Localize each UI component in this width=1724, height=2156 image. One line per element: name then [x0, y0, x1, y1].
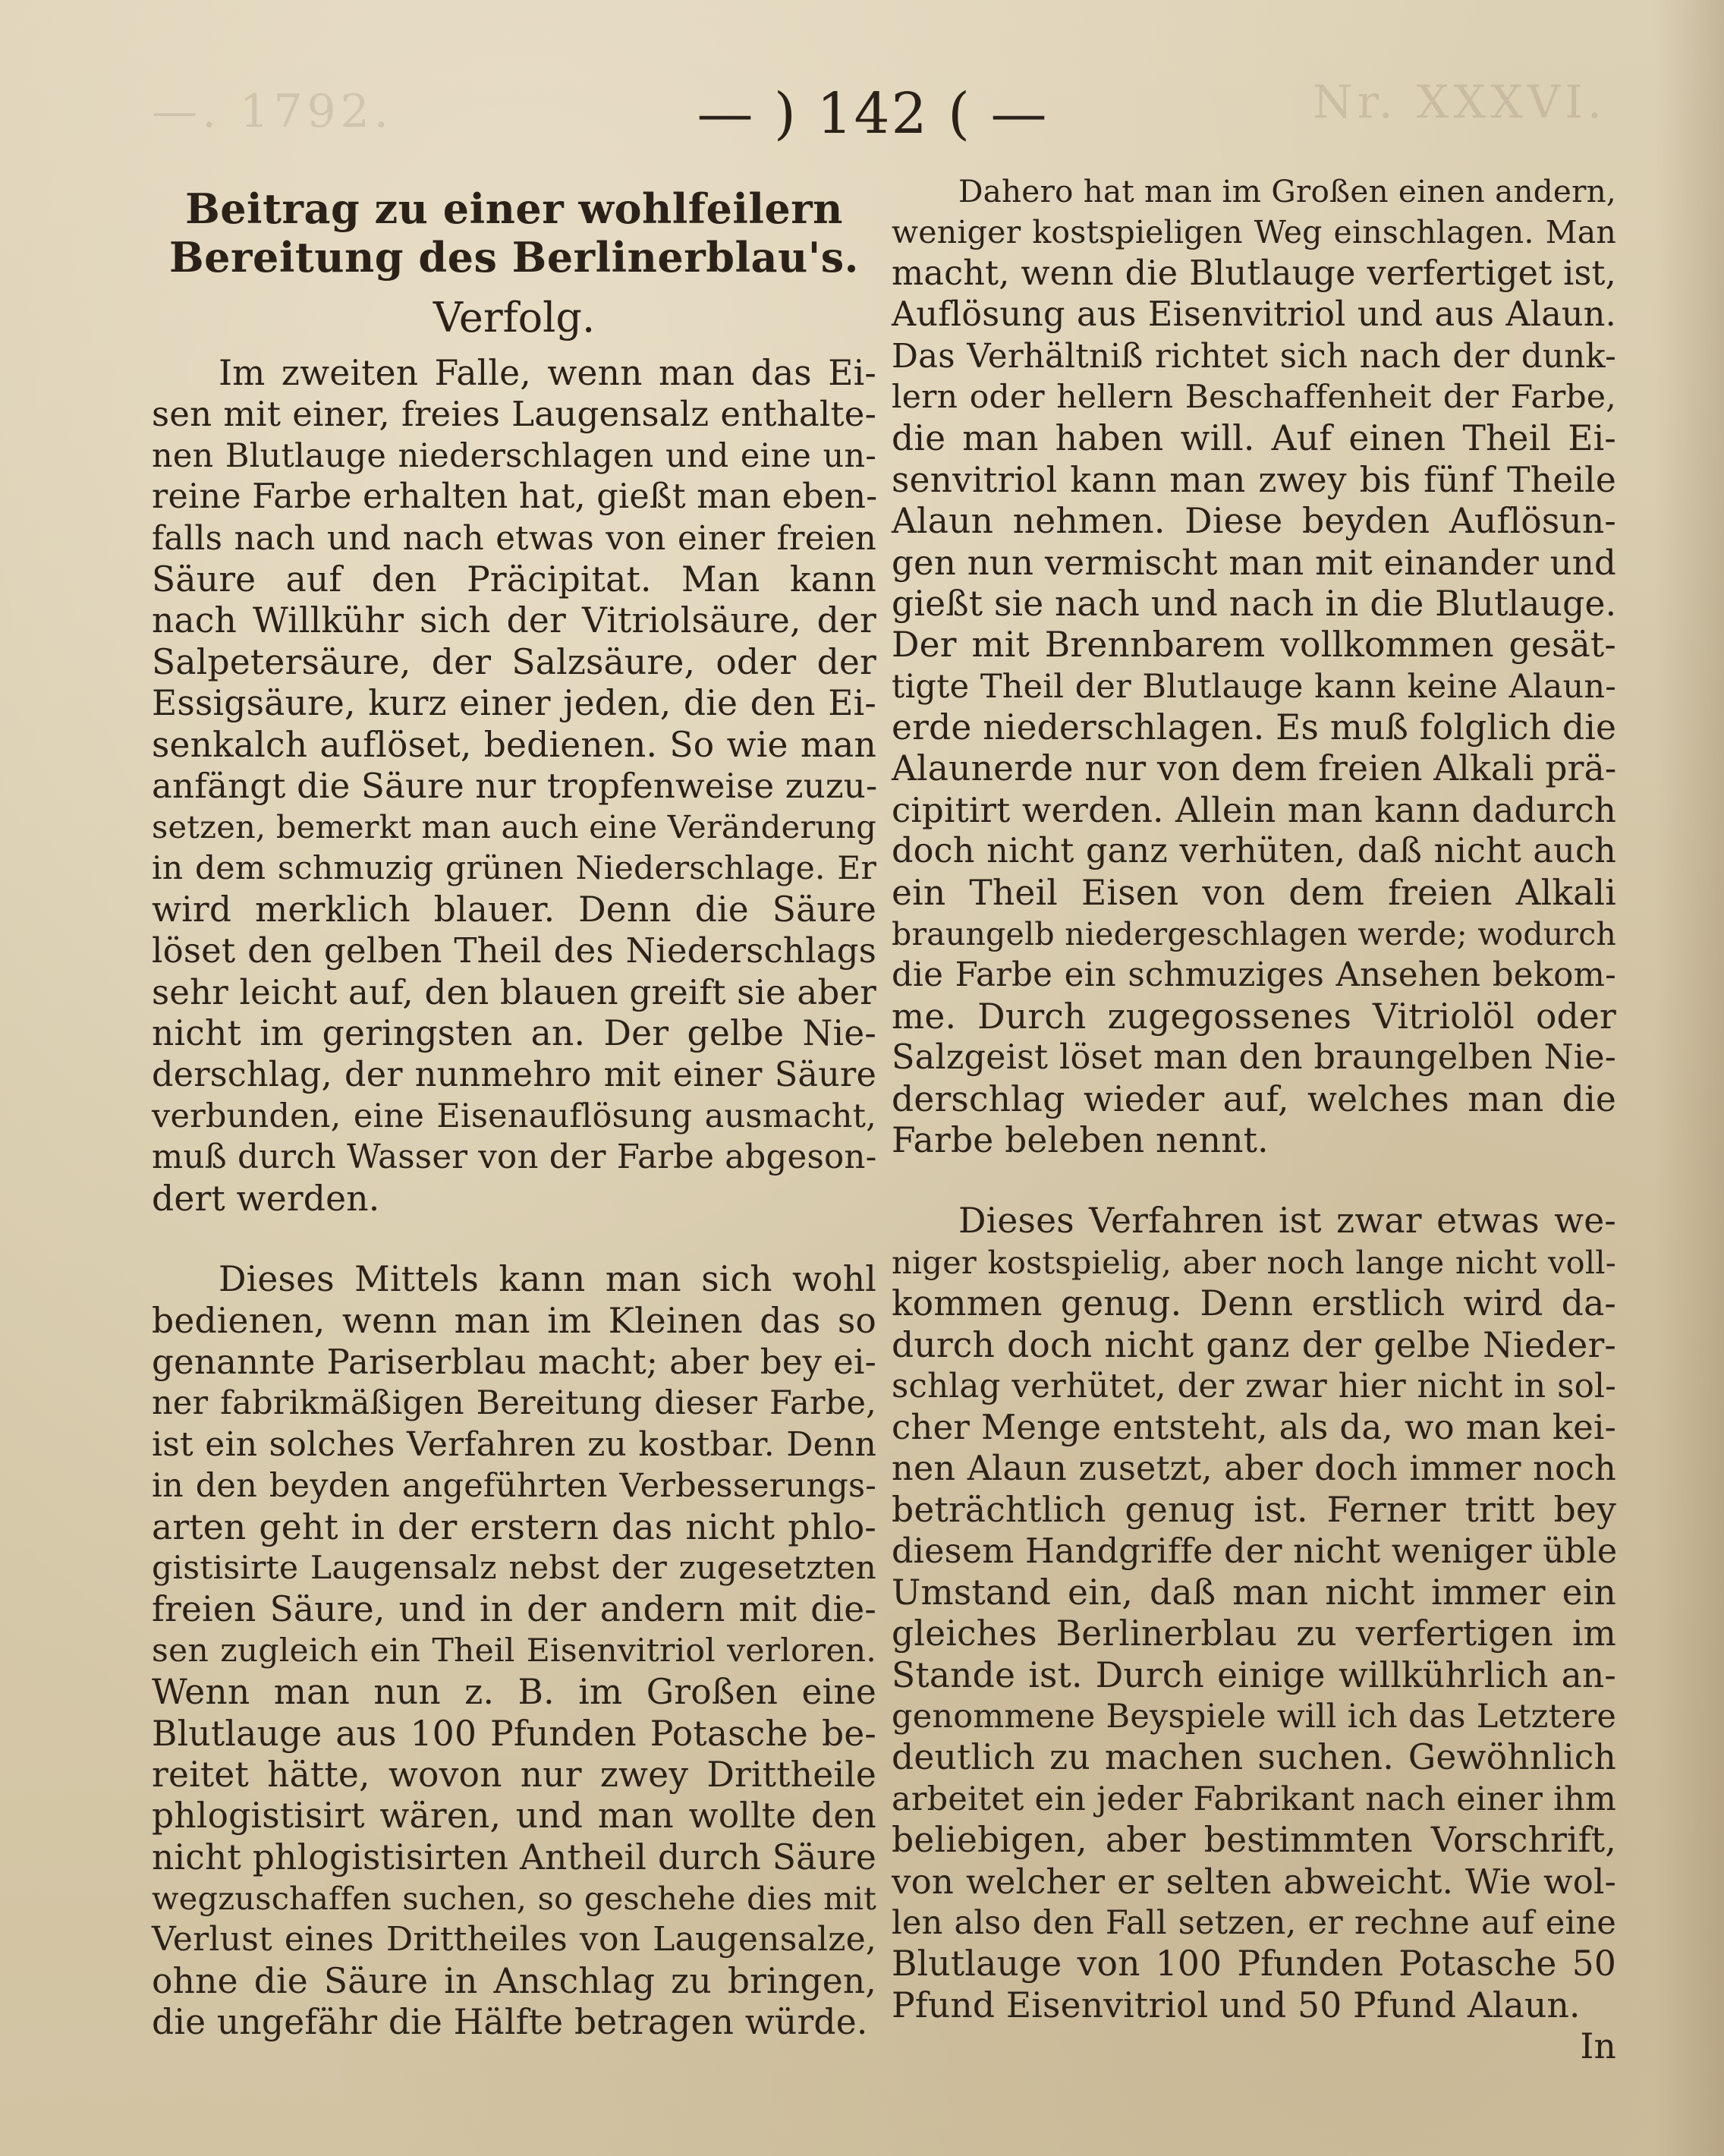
text-line: Farbe beleben nennt. — [892, 1119, 1269, 1160]
text-line: von welcher er selten abweicht. Wie wol- — [892, 1861, 1616, 1902]
text-line: in den beyden angeführten Verbesserungs- — [152, 1467, 876, 1506]
paragraph — [152, 353, 876, 1220]
text-line: setzen, bemerkt man auch eine Veränderung — [152, 808, 876, 846]
text-line: Stande ist. Durch einige willkührlich an- — [892, 1654, 1616, 1695]
text-line: löset den gelben Theil des Niederschlags — [152, 930, 876, 971]
bleed-through-text-left: —. 1792. — [152, 85, 393, 138]
text-line: gießt sie nach und nach in die Blutlauge. — [892, 583, 1617, 624]
text-line: Säure auf den Präcipitat. Man kann — [152, 559, 876, 600]
text-line: deutlich zu machen suchen. Gewöhnlich — [892, 1737, 1616, 1778]
text-line: cher Menge entsteht, als da, wo man kei- — [892, 1407, 1616, 1448]
text-line: senkalch auflöset, bedienen. So wie man — [152, 724, 876, 765]
text-line: muß durch Wasser von der Farbe abgeson- — [152, 1138, 877, 1177]
text-line: Pfund Eisenvitriol und 50 Pfund Alaun. — [892, 1984, 1581, 2025]
text-line: Auflösung aus Eisenvitriol und aus Alaun. — [892, 295, 1616, 335]
text-line: reine Farbe erhalten hat, gießt man eben- — [152, 477, 878, 517]
text-line: wegzuschaffen suchen, so geschehe dies mit — [152, 1880, 876, 1918]
right-column — [892, 171, 1616, 2068]
text-line: beträchtlich genug ist. Ferner tritt bey — [892, 1490, 1616, 1531]
text-line: schlag verhütet, der zwar hier nicht in sol- — [892, 1367, 1616, 1405]
paragraph-gap — [892, 1161, 1616, 1201]
text-line: ner fabrikmäßigen Bereitung dieser Farbe, — [152, 1384, 876, 1423]
text-line: arten geht in der erstern das nicht phlo- — [152, 1506, 876, 1547]
text-line: freien Säure, und in der andern mit die- — [152, 1589, 876, 1630]
text-line: wird merklich blauer. Denn die Säure — [152, 889, 876, 930]
text-line: Das Verhältniß richtet sich nach der dunk- — [892, 337, 1616, 376]
paragraph — [892, 1201, 1616, 2026]
text-line: ohne die Säure in Anschlag zu bringen, — [152, 1960, 876, 2001]
text-line: durch doch nicht ganz der gelbe Nieder- — [892, 1324, 1616, 1365]
paragraph — [892, 171, 1616, 1161]
text-line: gen nun vermischt man mit einander und — [892, 542, 1616, 583]
text-line: kommen genug. Denn erstlich wird da- — [892, 1283, 1616, 1324]
text-line: sehr leicht auf, den blauen greift sie aber — [152, 971, 876, 1012]
text-line: Wenn man nun z. B. im Großen eine — [152, 1672, 876, 1713]
catchword: In — [1580, 2026, 1616, 2067]
text-line: weniger kostspieligen Weg einschlagen. Man — [892, 214, 1616, 251]
text-line: Verlust eines Drittheiles von Laugensalze, — [152, 1920, 876, 1959]
left-column — [152, 171, 876, 2044]
text-line: nach Willkühr sich der Vitriolsäure, der — [152, 600, 876, 641]
text-line: diesem Handgriffe der nicht weniger üble — [892, 1531, 1618, 1571]
text-line: gistisirte Laugensalz nebst der zugesetzten — [152, 1549, 876, 1587]
bleed-through-text-right: Nr. XXXVI. — [1313, 76, 1606, 129]
text-line: Salpetersäure, der Salzsäure, oder der — [152, 641, 876, 682]
text-line: Im zweiten Falle, wenn man das Ei- — [219, 353, 876, 393]
text-line: genannte Pariserblau macht; aber bey ei- — [152, 1341, 876, 1382]
text-line: tigte Theil der Blutlauge kann keine Alaun- — [892, 667, 1616, 706]
text-line: die man haben will. Auf einen Theil Ei- — [892, 418, 1616, 459]
text-line: doch nicht ganz verhüten, daß nicht auch — [892, 832, 1616, 871]
text-line: reitet hätte, wovon nur zwey Drittheile — [152, 1754, 876, 1795]
text-line: Alaun nehmen. Diese beyden Auflösun- — [892, 501, 1616, 542]
text-line: Umstand ein, daß man nicht immer ein — [892, 1572, 1616, 1613]
text-line: Salzgeist löset man den braungelben Nie- — [892, 1038, 1616, 1078]
text-line: nicht im geringsten an. Der gelbe Nie- — [152, 1013, 876, 1054]
text-line: Der mit Brennbarem vollkommen gesät- — [892, 625, 1616, 666]
text-line: phlogistisirt wären, und man wollte den — [152, 1796, 876, 1837]
text-line: sen zugleich ein Theil Eisenvitriol verloren. — [152, 1632, 876, 1670]
text-line: ist ein solches Verfahren zu kostbar. Denn — [152, 1424, 876, 1464]
text-line: sen mit einer, freies Laugensalz enthalte- — [152, 394, 876, 435]
text-line: senvitriol kann man zwey bis fünf Theile — [892, 459, 1616, 500]
text-line: Alaunerde nur von dem freien Alkali prä- — [892, 748, 1617, 789]
text-line: derschlag, der nunmehro mit einer Säure — [152, 1055, 876, 1094]
text-line: gleiches Berlinerblau zu verfertigen im — [892, 1613, 1616, 1654]
text-line: len also den Fall setzen, er rechne auf eine — [892, 1904, 1616, 1943]
page-header — [0, 76, 1724, 159]
text-line: macht, wenn die Blutlauge verfertiget ist, — [892, 253, 1616, 293]
page-number: — ) 142 ( — — [697, 81, 1049, 146]
text-line: nen Alaun zusetzt, aber doch immer noch — [892, 1449, 1616, 1488]
text-line: niger kostspielig, aber noch lange nicht voll- — [892, 1243, 1616, 1281]
text-line: beliebigen, aber bestimmten Vorschrift, — [892, 1820, 1616, 1861]
article-subtitle: Verfolg. — [433, 294, 596, 341]
text-line: dert werden. — [152, 1178, 380, 1219]
text-line: anfängt die Säure nur tropfenweise zuzu- — [152, 765, 878, 806]
paragraph-gap — [152, 1220, 876, 1259]
text-line: Essigsäure, kurz einer jeden, die den Ei- — [152, 683, 876, 724]
text-line: Dahero hat man im Großen einen andern, — [958, 173, 1616, 209]
text-line: ein Theil Eisen von dem freien Alkali — [892, 872, 1616, 913]
text-line: nen Blutlauge niederschlagen und eine un- — [152, 436, 876, 475]
article-title: Beitrag zu einer wohlfeilern Bereitung des Berlinerblau's. — [169, 184, 859, 282]
text-line: Blutlauge von 100 Pfunden Potasche 50 — [892, 1944, 1616, 1984]
text-line: bedienen, wenn man im Kleinen das so — [152, 1300, 876, 1341]
text-line: arbeitet ein jeder Fabrikant nach einer ihm — [892, 1780, 1616, 1818]
text-line: lern oder hellern Beschaffenheit der Farbe, — [892, 378, 1616, 416]
text-line: Dieses Verfahren ist zwar etwas we- — [958, 1201, 1616, 1242]
text-line: die Farbe ein schmuziges Ansehen bekom- — [892, 956, 1616, 995]
text-line: nicht phlogistisirten Antheil durch Säure — [152, 1837, 876, 1877]
text-line: cipitirt werden. Allein man kann dadurch — [892, 789, 1616, 830]
text-line: derschlag wieder auf, welches man die — [892, 1078, 1616, 1119]
text-line: in dem schmuzig grünen Niederschlage. Er — [152, 849, 876, 887]
text-line: die ungefähr die Hälfte betragen würde. — [152, 2002, 868, 2043]
text-line: erde niederschlagen. Es muß folglich die — [892, 707, 1617, 748]
text-line: me. Durch zugegossenes Vitriolöl oder — [892, 996, 1616, 1037]
text-line: genommene Beyspiele will ich das Letztere — [892, 1698, 1616, 1736]
text-line: falls nach und nach etwas von einer freien — [152, 519, 876, 558]
text-line: Blutlauge aus 100 Pfunden Potasche be- — [152, 1713, 876, 1754]
text-line: verbunden, eine Eisenauflösung ausmacht, — [152, 1097, 876, 1136]
text-line: braungelb niedergeschlagen werde; wodurch — [892, 916, 1616, 953]
paragraph — [152, 1259, 876, 2043]
text-line: Dieses Mittels kann man sich wohl — [219, 1259, 876, 1300]
